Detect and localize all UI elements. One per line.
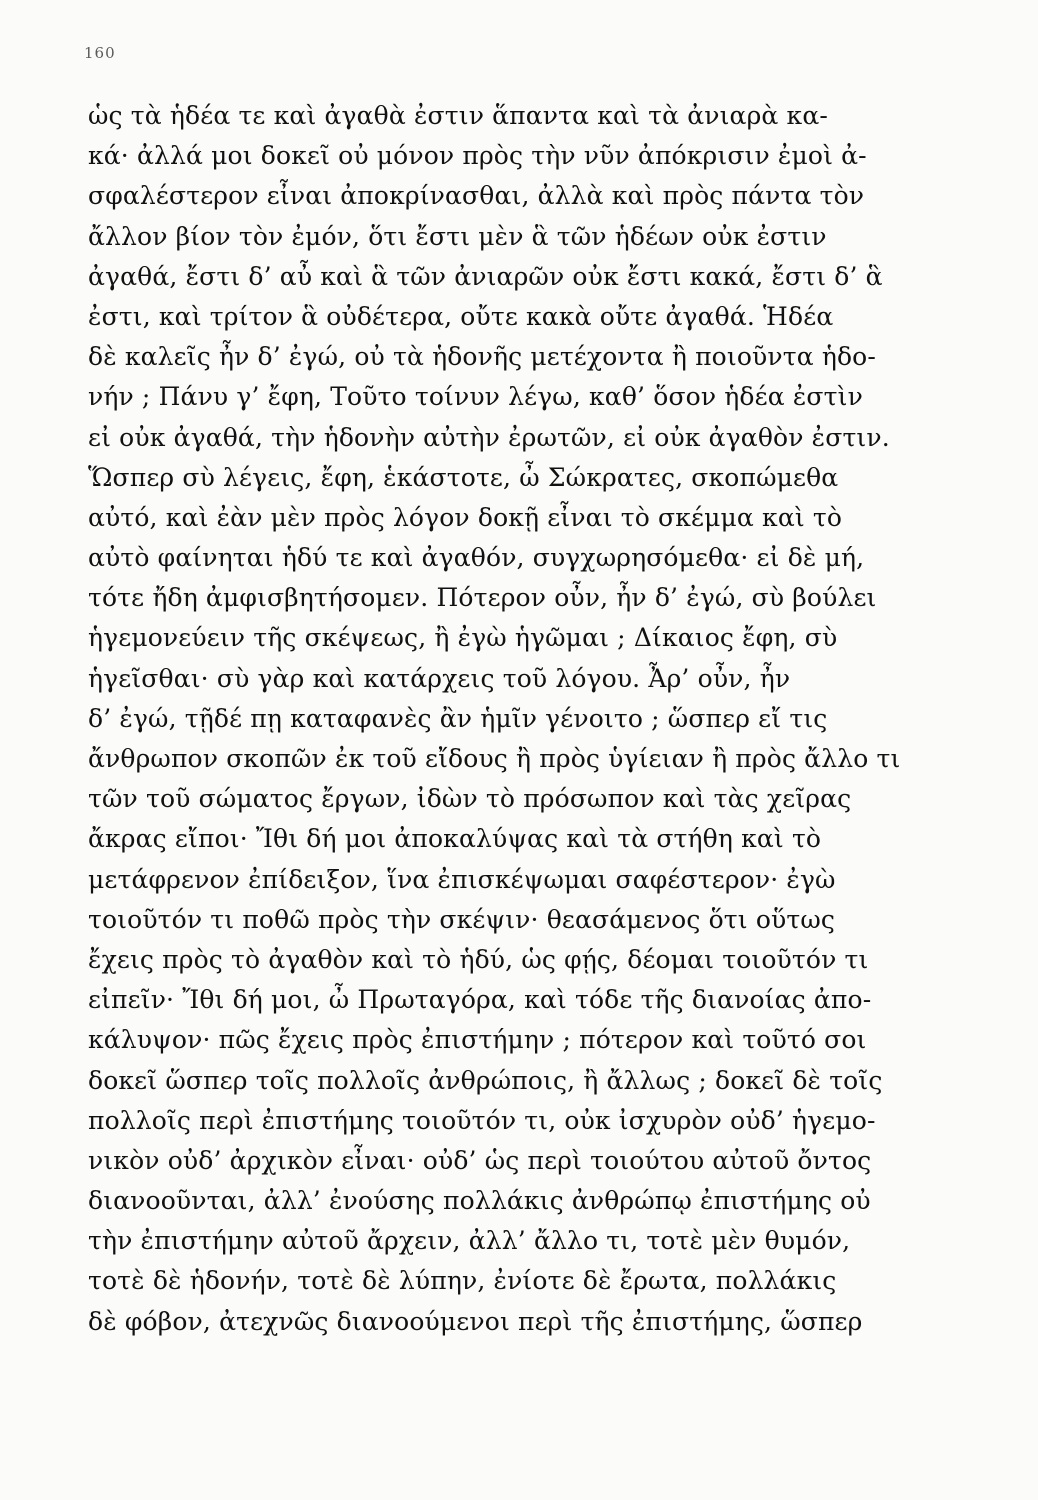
text-line: ἄλλον βίον τὸν ἐμόν, ὅτι ἔστι μὲν ἃ τῶν ἡδέων οὐκ ἐστιν [88, 221, 827, 251]
text-line: ἄνθρωπον σκοπῶν ἐκ τοῦ εἴδους ἢ πρὸς ὑγίειαν ἢ πρὸς ἄλλο τι [88, 744, 901, 773]
text-line: κά· ἀλλά μοι δοκεῖ οὐ μόνον πρὸς τὴν νῦν ἀπόκρισιν ἐμοὶ ἀ- [88, 141, 867, 171]
text-line: ἐστι, καὶ τρίτον ἃ οὐδέτερα, οὔτε κακὰ οὔτε ἀγαθά. Ἡδέα [88, 301, 834, 331]
text-line: ὡς τὰ ἡδέα τε καὶ ἀγαθὰ ἐστιν ἅπαντα καὶ τὰ ἀνιαρὰ κα- [88, 101, 828, 130]
body-text [88, 96, 968, 1342]
text-line: τοτὲ δὲ ἡδονήν, τοτὲ δὲ λύπην, ἐνίοτε δὲ ἔρωτα, πολλάκις [88, 1266, 837, 1296]
text-line: αὐτό, καὶ ἐὰν μὲν πρὸς λόγον δοκῇ εἶναι τὸ σκέμμα καὶ τὸ [88, 502, 843, 532]
text-line: νήν ; Πάνυ γ’ ἔφη, Τοῦτο τοίνυν λέγω, καθ’ ὅσον ἡδέα ἐστὶν [88, 382, 863, 412]
text-line: σφαλέστερον εἶναι ἀποκρίνασθαι, ἀλλὰ καὶ πρὸς πάντα τὸν [88, 181, 865, 211]
text-line: διανοοῦνται, ἀλλ’ ἐνούσης πολλάκις ἀνθρώπῳ ἐπιστήμης οὐ [88, 1186, 871, 1216]
text-line: μετάφρενον ἐπίδειξον, ἵνα ἐπισκέψωμαι σαφέστερον· ἐγὼ [88, 864, 836, 894]
text-line: ἡγεμονεύειν τῆς σκέψεως, ἢ ἐγὼ ἡγῶμαι ; Δίκαιος ἔφη, σὺ [88, 623, 838, 653]
text-line: δὲ καλεῖς ἦν δ’ ἐγώ, οὐ τὰ ἡδονῆς μετέχοντα ἢ ποιοῦντα ἡδο- [88, 342, 876, 372]
text-line: δ’ ἐγώ, τῇδέ πῃ καταφανὲς ἂν ἡμῖν γένοιτο ; ὥσπερ εἴ τις [88, 703, 828, 733]
text-line: εἰπεῖν· Ἴθι δή μοι, ὦ Πρωταγόρα, καὶ τόδε τῆς διανοίας ἀπο- [88, 985, 872, 1015]
page-number: 160 [84, 44, 116, 62]
text-line: ἀγαθά, ἔστι δ’ αὖ καὶ ἃ τῶν ἀνιαρῶν οὐκ ἔστι κακά, ἔστι δ’ ἃ [88, 261, 883, 291]
text-line: εἰ οὐκ ἀγαθά, τὴν ἡδονὴν αὐτὴν ἐρωτῶν, εἰ οὐκ ἀγαθὸν ἐστιν. [88, 422, 890, 452]
text-line: ἔχεις πρὸς τὸ ἀγαθὸν καὶ τὸ ἡδύ, ὡς φῄς, δέομαι τοιοῦτόν τι [88, 944, 869, 974]
text-line: δοκεῖ ὥσπερ τοῖς πολλοῖς ἀνθρώποις, ἢ ἄλλως ; δοκεῖ δὲ τοῖς [88, 1065, 883, 1095]
text-line: τοιοῦτόν τι ποθῶ πρὸς τὴν σκέψιν· θεασάμενος ὅτι οὕτως [88, 904, 836, 934]
text-line: πολλοῖς περὶ ἐπιστήμης τοιοῦτόν τι, οὐκ ἰσχυρὸν οὐδ’ ἡγεμο- [88, 1105, 876, 1135]
text-line: ἄκρας εἴποι· Ἴθι δή μοι ἀποκαλύψας καὶ τὰ στήθη καὶ τὸ [88, 824, 822, 854]
text-line: κάλυψον· πῶς ἔχεις πρὸς ἐπιστήμην ; πότερον καὶ τοῦτό σοι [88, 1025, 867, 1055]
text-line: τῶν τοῦ σώματος ἔργων, ἰδὼν τὸ πρόσωπον καὶ τὰς χεῖρας [88, 784, 852, 814]
text-line: νικὸν οὐδ’ ἀρχικὸν εἶναι· οὐδ’ ὡς περὶ τοιούτου αὐτοῦ ὄντος [88, 1145, 872, 1175]
text-line: Ὥσπερ σὺ λέγεις, ἔφη, ἑκάστοτε, ὦ Σώκρατες, σκοπώμεθα [88, 462, 839, 492]
text-line: ἡγεῖσθαι· σὺ γὰρ καὶ κατάρχεις τοῦ λόγου. Ἆρ’ οὖν, ἦν [88, 663, 791, 693]
text-line: τότε ἤδη ἀμφισβητήσομεν. Πότερον οὖν, ἦν δ’ ἐγώ, σὺ βούλει [88, 583, 877, 613]
text-line: δὲ φόβον, ἀτεχνῶς διανοούμενοι περὶ τῆς ἐπιστήμης, ὥσπερ [88, 1306, 863, 1336]
text-line: τὴν ἐπιστήμην αὐτοῦ ἄρχειν, ἀλλ’ ἄλλο τι, τοτὲ μὲν θυμόν, [88, 1226, 851, 1256]
text-line: αὐτὸ φαίνηται ἡδύ τε καὶ ἀγαθόν, συγχωρησόμεθα· εἰ δὲ μή, [88, 543, 865, 573]
